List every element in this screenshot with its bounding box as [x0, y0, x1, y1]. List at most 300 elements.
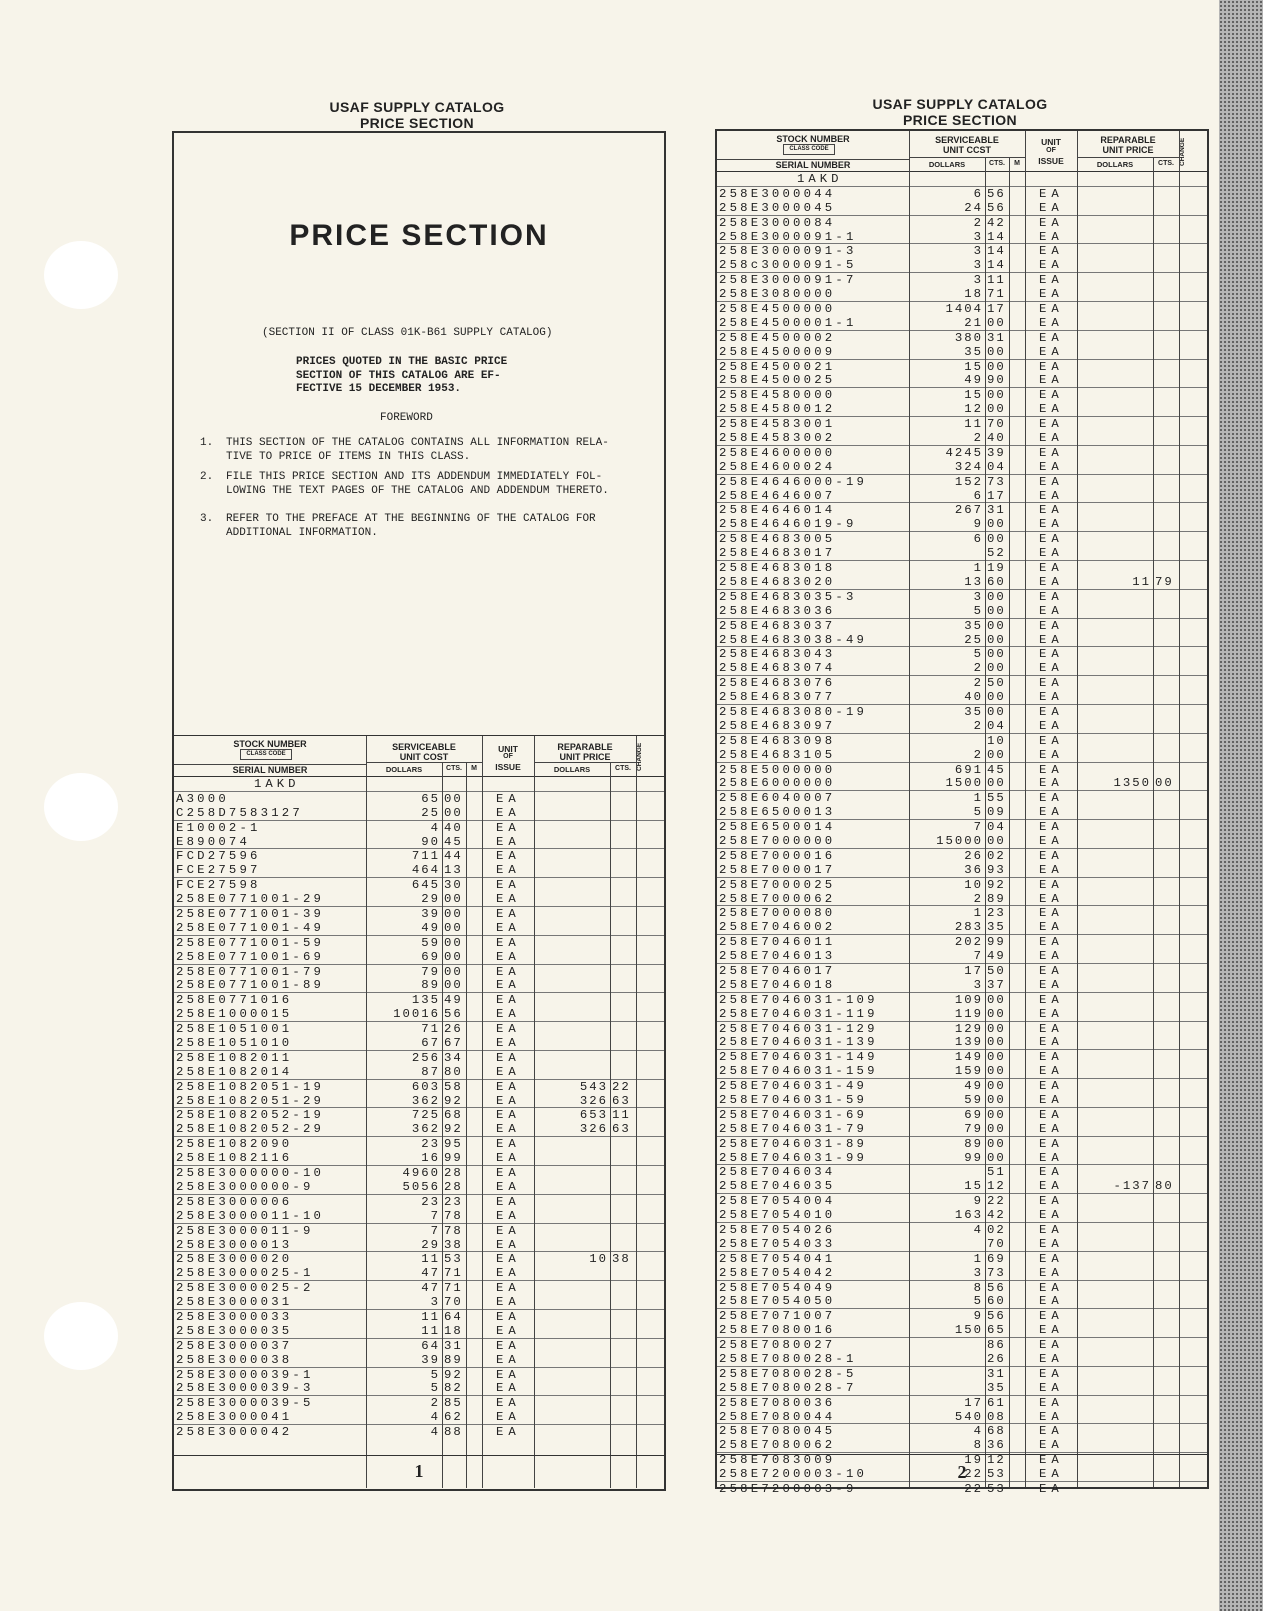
unit-of-issue-cell: EA — [1039, 1236, 1064, 1251]
unit-of-issue-cell: EA — [1039, 603, 1064, 618]
cents-cell: 58 — [444, 1079, 463, 1094]
stock-number-cell: 258E4600024 — [719, 459, 836, 474]
table-row — [717, 633, 1207, 647]
dollars-cell: 40 — [964, 690, 983, 705]
unit-heading: UNIT — [1041, 137, 1061, 147]
stock-number-cell: 258E3000091-1 — [719, 229, 857, 244]
unit-of-issue-cell: EA — [1039, 1438, 1064, 1453]
unit-of-issue-cell: EA — [1039, 1352, 1064, 1367]
cents-cell: 80 — [444, 1064, 463, 1079]
cents-cell: 89 — [444, 1352, 463, 1367]
unit-of-issue-cell: EA — [496, 1295, 521, 1310]
left-table-rows — [174, 777, 664, 1439]
table-row — [174, 848, 664, 863]
dollars-cell: 69 — [964, 1107, 983, 1122]
stock-number-cell: 258E4683036 — [719, 603, 836, 618]
dollars-cell: 3 — [973, 273, 983, 288]
stock-number-cell: 258E7046031-139 — [719, 1035, 878, 1050]
dollars-cell: 3 — [973, 977, 983, 992]
right-header-line2: PRICE SECTION — [902, 112, 1018, 128]
serial-number-heading: SERIAL NUMBER — [717, 159, 909, 170]
unit-of-issue-cell: EA — [496, 820, 521, 835]
stock-number-cell: 258E7046031-99 — [719, 1150, 868, 1165]
cents-cell: 92 — [987, 877, 1006, 892]
rep-cts-heading: CTS. — [1158, 160, 1174, 167]
dollars-cell: 725 — [411, 1108, 440, 1123]
dollars-cell: 89 — [421, 978, 440, 993]
table-row — [174, 1353, 664, 1367]
dollars-cell: 603 — [411, 1079, 440, 1094]
stock-number-cell: 258E3000037 — [176, 1338, 293, 1353]
table-row — [174, 1079, 664, 1094]
stock-number-heading: STOCK NUMBER — [233, 739, 307, 749]
dollars-cell: 5 — [973, 603, 983, 618]
table-row — [717, 201, 1207, 215]
table-row — [717, 1164, 1207, 1179]
dollars-cell: 163 — [954, 1208, 983, 1223]
cents-cell: 61 — [987, 1395, 1006, 1410]
unit-of-issue-cell: EA — [496, 1396, 521, 1411]
stock-number-cell: 258E7046031-119 — [719, 1006, 878, 1021]
dollars-cell: 11 — [421, 1309, 440, 1324]
m-heading: M — [1014, 160, 1020, 167]
stock-number-cell: 258E3000041 — [176, 1410, 293, 1425]
dollars-cell: 159 — [954, 1064, 983, 1079]
cents-cell: 11 — [987, 273, 1006, 288]
stock-number-cell: 258E7080028-7 — [719, 1380, 857, 1395]
cents-cell: 00 — [987, 1064, 1006, 1079]
unit-of-issue-cell: EA — [1039, 215, 1064, 230]
stock-number-cell: 258E4646019-9 — [719, 517, 857, 532]
dollars-cell: 69 — [421, 949, 440, 964]
reparable-cents-cell: 63 — [612, 1122, 631, 1137]
table-row — [717, 359, 1207, 374]
dollars-cell: 645 — [411, 878, 440, 893]
table-row — [717, 920, 1207, 934]
table-row — [717, 431, 1207, 445]
stock-number-cell: 258E3000045 — [719, 200, 836, 215]
stock-number-cell: FCE27598 — [176, 878, 261, 893]
table-row — [174, 1209, 664, 1223]
cents-cell: 00 — [987, 704, 1006, 719]
unit-of-issue-cell: EA — [496, 1122, 521, 1137]
dollars-cell: 152 — [954, 474, 983, 489]
item-number: 3. — [200, 513, 214, 525]
dollars-cell: 49 — [964, 373, 983, 388]
stock-number-cell: 258E3000011-10 — [176, 1208, 325, 1223]
stock-number-cell: 258E7046013 — [719, 949, 836, 964]
dollars-cell: 6 — [973, 532, 983, 547]
cents-cell: 50 — [987, 676, 1006, 691]
table-row — [717, 1179, 1207, 1193]
table-row — [717, 1352, 1207, 1366]
unit-of-issue-cell: EA — [496, 1309, 521, 1324]
left-price-table — [174, 736, 664, 1488]
stock-number-cell: 258E7046031-149 — [719, 1050, 878, 1065]
unit-of-issue-cell: EA — [1039, 1093, 1064, 1107]
stock-number-cell: 258E7083009 — [719, 1453, 836, 1468]
table-row — [717, 877, 1207, 892]
cents-cell: 78 — [444, 1208, 463, 1223]
class-code-row — [717, 172, 1207, 186]
unit-of-issue-cell: EA — [1039, 1467, 1064, 1482]
cents-cell: 35 — [987, 920, 1006, 935]
table-row — [717, 301, 1207, 316]
unit-of-issue-cell: EA — [1039, 1150, 1064, 1165]
dollars-cell: 47 — [421, 1281, 440, 1296]
class-code-value: 1AKD — [797, 172, 843, 186]
reparable-cents-cell: 80 — [1155, 1179, 1174, 1194]
stock-number-cell: 258E4683038-49 — [719, 632, 868, 647]
stock-number-cell: 258E7046031-49 — [719, 1079, 868, 1094]
table-row — [174, 820, 664, 835]
stock-number-cell: 258E1082116 — [176, 1151, 293, 1166]
right-header-line1: USAF SUPPLY CATALOG — [872, 96, 1048, 112]
unit-of-issue-cell: EA — [1039, 718, 1064, 733]
reparable-dollars-cell: -137 — [1113, 1179, 1151, 1194]
dollars-cell: 18 — [964, 287, 983, 302]
stock-number-cell: 258E4600000 — [719, 445, 836, 460]
dollars-cell: 4960 — [402, 1166, 440, 1181]
unit-of-issue-cell: EA — [1039, 315, 1064, 330]
cents-cell: 68 — [444, 1108, 463, 1123]
reparable-dollars-cell: 11 — [1132, 574, 1151, 589]
table-row — [174, 1007, 664, 1021]
unit-price-heading: UNIT PRICE — [559, 752, 611, 762]
stock-number-cell: 258E3000025-1 — [176, 1266, 314, 1281]
table-row — [174, 1309, 664, 1324]
cents-cell: 00 — [987, 776, 1006, 791]
stock-number-cell: 258E1051001 — [176, 1022, 293, 1037]
table-row — [174, 1050, 664, 1065]
unit-of-issue-cell: EA — [496, 949, 521, 964]
table-row — [717, 272, 1207, 287]
cents-cell: 70 — [444, 1295, 463, 1310]
cents-cell: 00 — [987, 315, 1006, 330]
cents-cell: 71 — [444, 1281, 463, 1296]
stock-number-cell: 258E1082052-29 — [176, 1122, 325, 1137]
table-row — [174, 1410, 664, 1424]
stock-number-cell: 258E7054004 — [719, 1194, 836, 1209]
dollars-cell: 15 — [964, 1179, 983, 1194]
cents-cell: 86 — [987, 1338, 1006, 1353]
dollars-cell: 4 — [430, 1410, 440, 1425]
dollars-cell: 324 — [954, 459, 983, 474]
cents-cell: 51 — [987, 1165, 1006, 1180]
cents-cell: 53 — [987, 1467, 1006, 1482]
cents-cell: 22 — [987, 1194, 1006, 1209]
unit-of-issue-cell: EA — [1039, 1424, 1064, 1439]
stock-number-cell: 258E3000006 — [176, 1194, 293, 1209]
stock-number-cell: 258E1082051-29 — [176, 1093, 325, 1108]
dollars-cell: 129 — [954, 1021, 983, 1036]
foreword-item-1 — [200, 437, 609, 464]
effective-line: SECTION OF THIS CATALOG ARE EF- — [296, 369, 501, 382]
foreword-heading: FOREWORD — [380, 412, 433, 424]
unit-cost-heading: UNIT CCST — [943, 145, 991, 155]
unit-of-issue-cell: EA — [496, 1367, 521, 1382]
dollars-cell: 1 — [973, 906, 983, 921]
left-header-line1: USAF SUPPLY CATALOG — [329, 99, 505, 115]
stock-number-cell: 258c3000091-5 — [719, 258, 857, 273]
table-row — [174, 1165, 664, 1180]
table-row — [717, 330, 1207, 345]
unit-of-issue-cell: EA — [496, 964, 521, 979]
unit-of-issue-cell: EA — [496, 1079, 521, 1094]
stock-number-cell: 258E7046031-79 — [719, 1121, 868, 1136]
unit-heading: UNIT — [498, 744, 518, 754]
unit-of-issue-cell: EA — [1039, 820, 1064, 835]
unit-of-issue-cell: EA — [496, 1425, 521, 1440]
dollars-cell: 2 — [973, 431, 983, 446]
dollars-cell: 39 — [421, 907, 440, 922]
stock-number-cell: 258E7080028-5 — [719, 1366, 857, 1381]
unit-of-issue-cell: EA — [1039, 186, 1064, 201]
dollars-cell: 99 — [964, 1150, 983, 1165]
dollars-cell: 4 — [973, 1424, 983, 1439]
dollars-cell: 36 — [964, 862, 983, 877]
stock-number-cell: 258E4500002 — [719, 330, 836, 345]
cents-cell: 62 — [444, 1410, 463, 1425]
stock-number-cell: E890074 — [176, 834, 251, 849]
cents-cell: 39 — [987, 445, 1006, 460]
cents-cell: 42 — [987, 215, 1006, 230]
cents-cell: 00 — [444, 805, 463, 820]
stock-number-cell: 258E1082051-19 — [176, 1079, 325, 1094]
unit-of-issue-cell: EA — [1039, 258, 1064, 273]
unit-of-issue-cell: EA — [1039, 402, 1064, 417]
of-heading: OF — [503, 753, 513, 760]
reparable-cents-cell: 11 — [612, 1108, 631, 1123]
dollars-cell: 15000 — [936, 833, 983, 848]
table-row — [717, 531, 1207, 546]
table-row — [717, 805, 1207, 819]
cents-cell: 23 — [444, 1194, 463, 1209]
table-row — [174, 1194, 664, 1209]
cents-cell: 93 — [987, 862, 1006, 877]
stock-number-cell: FCD27596 — [176, 849, 261, 864]
dollars-cell: 15 — [964, 359, 983, 374]
cents-cell: 52 — [987, 546, 1006, 561]
unit-of-issue-cell: EA — [1039, 833, 1064, 848]
left-page-number: 1 — [414, 1461, 424, 1481]
unit-of-issue-cell: EA — [1039, 920, 1064, 935]
table-row — [717, 517, 1207, 531]
table-row — [174, 1122, 664, 1136]
dollars-cell: 1500 — [945, 776, 983, 791]
cents-cell: 71 — [444, 1266, 463, 1281]
dollars-cell: 2 — [973, 661, 983, 676]
cents-cell: 56 — [444, 1007, 463, 1022]
cents-cell: 99 — [987, 935, 1006, 950]
dollars-cell: 267 — [954, 503, 983, 518]
dollars-cell: 2 — [973, 747, 983, 762]
table-row — [717, 1222, 1207, 1237]
table-row — [717, 1381, 1207, 1395]
stock-number-cell: 258E4500025 — [719, 373, 836, 388]
table-row — [174, 791, 664, 806]
table-row — [717, 316, 1207, 330]
unit-of-issue-cell: EA — [1039, 949, 1064, 964]
table-row — [717, 934, 1207, 949]
cents-cell: 28 — [444, 1179, 463, 1194]
stock-number-cell: 258E6500013 — [719, 805, 836, 820]
reparable-heading: REPARABLE — [1100, 135, 1156, 145]
stock-number-cell: 258E0771001-79 — [176, 964, 325, 979]
stock-number-cell: 258E1082014 — [176, 1064, 293, 1079]
table-row — [717, 1323, 1207, 1337]
unit-of-issue-cell: EA — [1039, 891, 1064, 906]
stock-number-cell: 258E7000000 — [719, 833, 836, 848]
cents-cell: 71 — [987, 287, 1006, 302]
cents-cell: 49 — [987, 949, 1006, 964]
table-row — [717, 1049, 1207, 1064]
stock-number-cell: 258E3000020 — [176, 1252, 293, 1267]
dollars-cell: 149 — [954, 1050, 983, 1065]
dollars-cell: 7 — [973, 949, 983, 964]
stock-number-cell: 258E4683077 — [719, 690, 836, 705]
stock-number-cell: 258E3000044 — [719, 186, 836, 201]
cents-cell: 09 — [987, 805, 1006, 820]
stock-number-cell: 258E7054010 — [719, 1208, 836, 1223]
cents-cell: 67 — [444, 1036, 463, 1051]
stock-number-cell: 258E7046018 — [719, 977, 836, 992]
unit-of-issue-cell: EA — [496, 1381, 521, 1396]
effective-line: FECTIVE 15 DECEMBER 1953. — [296, 383, 462, 395]
cents-cell: 00 — [987, 1150, 1006, 1165]
unit-of-issue-cell: EA — [496, 935, 521, 950]
unit-of-issue-cell: EA — [1039, 1064, 1064, 1079]
cents-cell: 14 — [987, 258, 1006, 273]
dollars-cell: 65 — [421, 791, 440, 806]
table-row — [717, 1266, 1207, 1280]
dollars-cell: 5 — [430, 1381, 440, 1396]
stock-number-cell: 258E7046011 — [719, 935, 836, 950]
cents-cell: 78 — [444, 1223, 463, 1238]
reparable-dollars-cell: 326 — [579, 1093, 608, 1108]
stock-number-cell: 258E7046035 — [719, 1179, 836, 1194]
foreword-subtitle: (SECTION II OF CLASS 01K-B61 SUPPLY CATALOG) — [262, 327, 553, 339]
stock-number-cell: 258E7046031-109 — [719, 992, 878, 1007]
stock-number-cell: 258E7054041 — [719, 1251, 836, 1266]
table-row — [174, 964, 664, 979]
dollars-cell: 19 — [964, 1453, 983, 1468]
right-table-rows — [717, 172, 1207, 1496]
table-row — [174, 1151, 664, 1165]
stock-number-cell: 258E4683020 — [719, 574, 836, 589]
cents-cell: 00 — [987, 359, 1006, 374]
cents-cell: 99 — [444, 1151, 463, 1166]
stock-number-cell: 258E7000080 — [719, 906, 836, 921]
cents-cell: 18 — [444, 1323, 463, 1338]
cents-cell: 90 — [987, 373, 1006, 388]
unit-of-issue-cell: EA — [496, 1281, 521, 1296]
table-row — [717, 762, 1207, 777]
dollars-cell: 67 — [421, 1036, 440, 1051]
unit-of-issue-cell: EA — [1039, 618, 1064, 633]
cents-cell: 14 — [987, 244, 1006, 259]
table-row — [174, 992, 664, 1007]
unit-of-issue-cell: EA — [496, 1410, 521, 1425]
cents-cell: 88 — [444, 1425, 463, 1440]
serviceable-heading: SERVICEABLE — [392, 742, 456, 752]
dollars-cell: 39 — [421, 1352, 440, 1367]
dollars-cell: 90 — [421, 834, 440, 849]
stock-number-cell: 258E7080044 — [719, 1409, 836, 1424]
cents-cell: 17 — [987, 488, 1006, 503]
table-row — [717, 790, 1207, 805]
cts-heading: CTS. — [446, 765, 462, 772]
cents-cell: 00 — [444, 978, 463, 993]
table-row — [174, 1065, 664, 1079]
unit-of-issue-cell: EA — [1039, 1294, 1064, 1309]
unit-of-issue-cell: EA — [1039, 474, 1064, 489]
right-table-header — [717, 131, 1207, 172]
stock-number-cell: 258E3000035 — [176, 1323, 293, 1338]
unit-of-issue-cell: EA — [1039, 661, 1064, 676]
table-row — [717, 287, 1207, 301]
table-row — [717, 445, 1207, 460]
table-row — [717, 1308, 1207, 1323]
stock-number-cell: 258E3000025-2 — [176, 1281, 314, 1296]
stock-number-cell: 258E3080000 — [719, 287, 836, 302]
serviceable-heading: SERVICEABLE — [935, 135, 999, 145]
unit-of-issue-cell: EA — [496, 1050, 521, 1065]
table-row — [717, 1107, 1207, 1122]
unit-of-issue-cell: EA — [496, 791, 521, 806]
table-row — [174, 1280, 664, 1295]
dollars-cell: 17 — [964, 963, 983, 978]
unit-of-issue-cell: EA — [1039, 1165, 1064, 1180]
unit-of-issue-cell: EA — [1039, 1395, 1064, 1410]
stock-number-cell: 258E3000000-9 — [176, 1179, 314, 1194]
unit-of-issue-cell: EA — [1039, 935, 1064, 950]
cents-cell: 40 — [987, 431, 1006, 446]
reparable-heading: REPARABLE — [557, 742, 613, 752]
unit-of-issue-cell: EA — [1039, 561, 1064, 576]
dollars-cell: 2 — [973, 676, 983, 691]
stock-number-cell: 258E1051010 — [176, 1036, 293, 1051]
stock-number-cell: 258E0771001-69 — [176, 949, 325, 964]
unit-of-issue-cell: EA — [496, 805, 521, 820]
cents-cell: 89 — [987, 891, 1006, 906]
stock-number-cell: 258E7071007 — [719, 1309, 836, 1324]
unit-of-issue-cell: EA — [1039, 287, 1064, 302]
table-row — [717, 1078, 1207, 1093]
unit-of-issue-cell: EA — [1039, 805, 1064, 820]
table-row — [174, 863, 664, 877]
table-row — [717, 963, 1207, 978]
unit-of-issue-cell: EA — [1039, 963, 1064, 978]
cents-cell: 26 — [987, 1352, 1006, 1367]
stock-number-cell: 258E4683080-19 — [719, 704, 868, 719]
cents-cell: 70 — [987, 1236, 1006, 1251]
change-heading: CHANGE — [1179, 137, 1186, 167]
left-table-header — [174, 736, 664, 777]
dollars-cell: 25 — [421, 805, 440, 820]
table-row — [717, 992, 1207, 1007]
dollars-cell: 79 — [421, 964, 440, 979]
dollars-cell: 49 — [421, 920, 440, 935]
cents-cell: 00 — [987, 1050, 1006, 1065]
table-row — [717, 1136, 1207, 1151]
unit-of-issue-cell: EA — [1039, 229, 1064, 244]
unit-of-issue-cell: EA — [1039, 517, 1064, 532]
stock-number-cell: 258E1000015 — [176, 1007, 293, 1022]
unit-cost-heading: UNIT COST — [399, 752, 449, 762]
unit-of-issue-cell: EA — [1039, 762, 1064, 777]
unit-of-issue-cell: EA — [1039, 877, 1064, 892]
